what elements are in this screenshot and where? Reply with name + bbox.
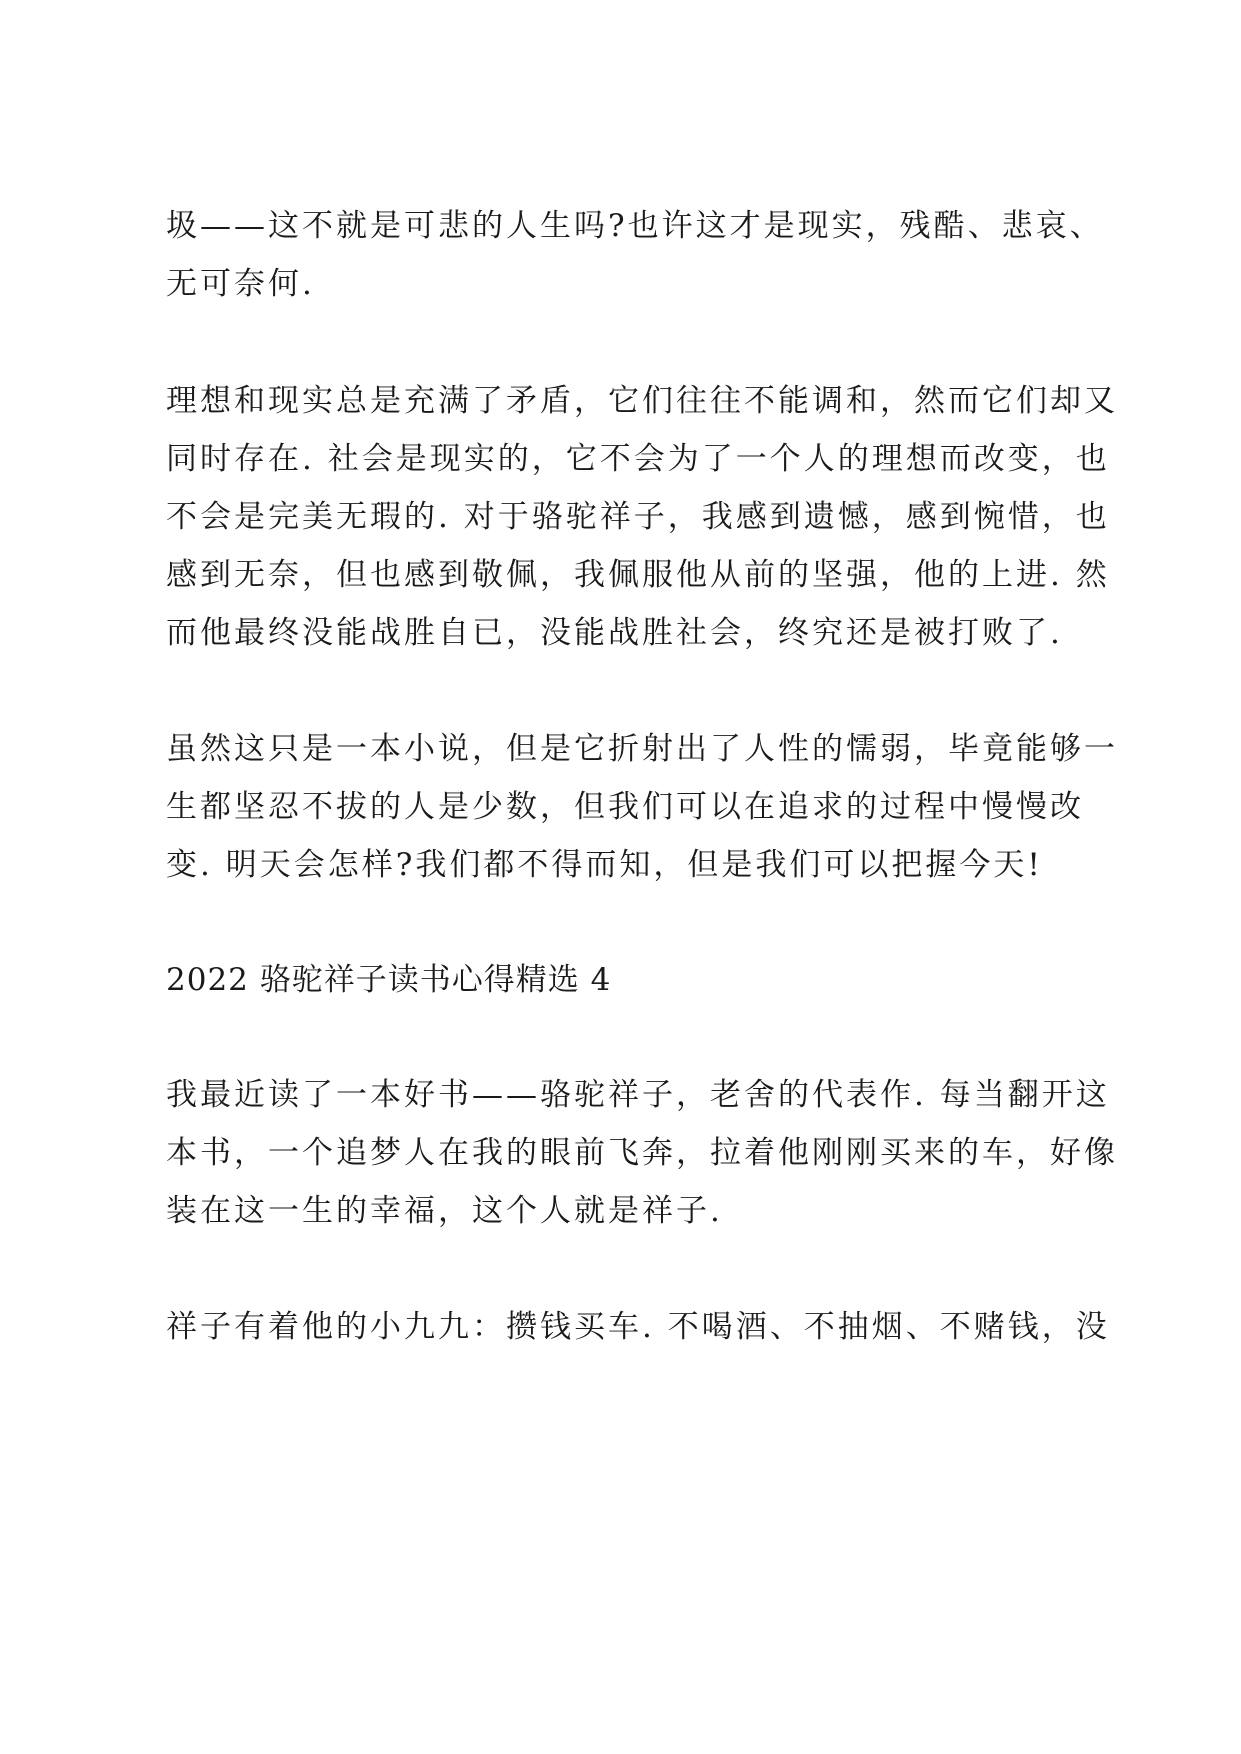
paragraph-1-line-2: 无可奈何. (166, 266, 315, 302)
paragraph-2-line-3: 不会是完美无瑕的. 对于骆驼祥子，我感到遗憾，感到惋惜，也 (166, 499, 1110, 535)
paragraph-3-line-3: 变. 明天会怎样?我们都不得而知，但是我们可以把握今天! (166, 847, 1043, 883)
paragraph-4-line-2: 本书，一个追梦人在我的眼前飞奔，拉着他刚刚买来的车，好像 (166, 1135, 1118, 1171)
paragraph-2-line-1: 理想和现实总是充满了矛盾，它们往往不能调和，然而它们却又 (166, 383, 1118, 419)
paragraph-2-line-4: 感到无奈，但也感到敬佩，我佩服他从前的坚强，他的上进. 然 (166, 557, 1110, 593)
paragraph-2-line-5: 而他最终没能战胜自已，没能战胜社会，终究还是被打败了. (166, 615, 1063, 651)
paragraph-3-line-2: 生都坚忍不拔的人是少数，但我们可以在追求的过程中慢慢改 (166, 789, 1084, 825)
paragraph-1-line-1: 圾——这不就是可悲的人生吗?也许这才是现实，残酷、悲哀、 (166, 208, 1104, 244)
paragraph-5-line-1: 祥子有着他的小九九：攒钱买车. 不喝酒、不抽烟、不赌钱，没 (166, 1309, 1110, 1345)
paragraph-2-line-2: 同时存在. 社会是现实的，它不会为了一个人的理想而改变，也 (166, 441, 1110, 477)
paragraph-4-line-3: 装在这一生的幸福，这个人就是祥子. (166, 1193, 723, 1229)
paragraph-3-line-1: 虽然这只是一本小说，但是它折射出了人性的懦弱，毕竟能够一 (166, 731, 1118, 767)
section-heading: 2022 骆驼祥子读书心得精选 4 (166, 962, 612, 998)
paragraph-4-line-1: 我最近读了一本好书——骆驼祥子，老舍的代表作. 每当翻开这 (166, 1077, 1110, 1113)
